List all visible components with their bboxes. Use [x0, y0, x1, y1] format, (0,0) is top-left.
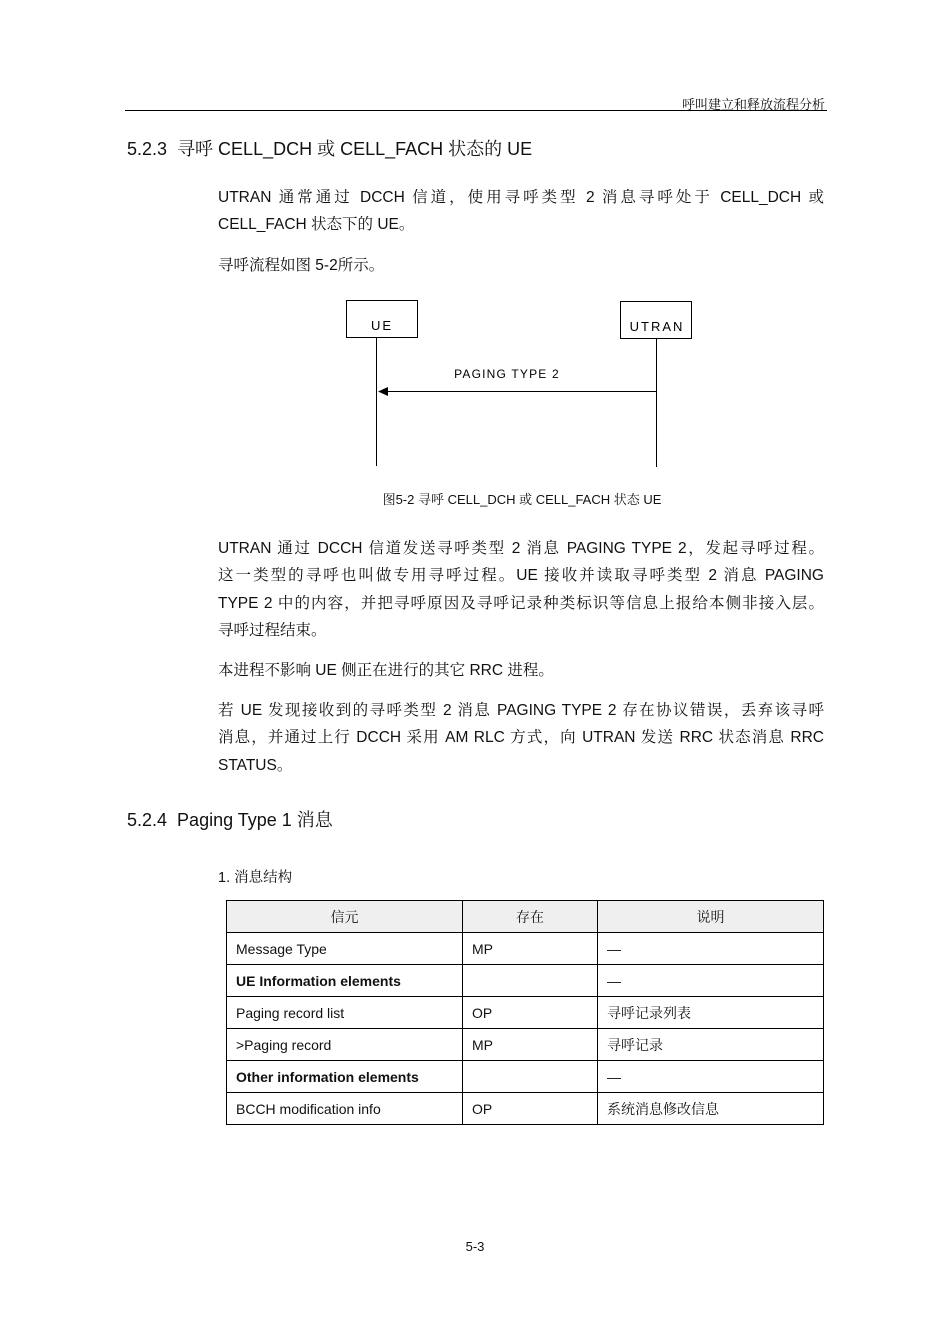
message-structure-table — [226, 900, 824, 1125]
desc-cell: — — [598, 1061, 824, 1093]
presence-cell — [463, 1061, 598, 1093]
para3-line2: 消息，并通过上行 DCCH 采用 AM RLC 方式，向 UTRAN 发送 RRC 状态消息 RRC — [218, 729, 824, 746]
ie-cell: Paging record list — [227, 997, 463, 1029]
flow-reference: 寻呼流程如图 5-2所示。 — [218, 257, 385, 274]
presence-cell: MP — [463, 933, 598, 965]
message-label: PAGING TYPE 2 — [454, 367, 560, 381]
presence-cell — [463, 965, 598, 997]
column-header: 信元 — [227, 901, 463, 933]
desc-cell: 系统消息修改信息 — [598, 1093, 824, 1125]
para1-line3: TYPE 2 中的内容，并把寻呼原因及寻呼记录种类标识等信息上报给本侧非接入层。 — [218, 595, 824, 612]
section-title: 寻呼 CELL_DCH 或 CELL_FACH 状态的 UE — [177, 139, 533, 159]
table-header-row — [227, 901, 824, 933]
para1-line1: UTRAN 通过 DCCH 信道发送寻呼类型 2 消息 PAGING TYPE 2，发起寻呼过程。 — [218, 540, 824, 557]
ie-cell: Message Type — [227, 933, 463, 965]
page-number: 5-3 — [465, 1239, 485, 1254]
desc-cell: — — [598, 965, 824, 997]
ie-cell: BCCH modification info — [227, 1093, 463, 1125]
para1-line2: 这一类型的寻呼也叫做专用寻呼过程。UE 接收并读取寻呼类型 2 消息 PAGING — [218, 567, 824, 584]
desc-cell: — — [598, 933, 824, 965]
table-row — [227, 933, 824, 965]
message-arrowhead — [378, 387, 388, 396]
table-row — [227, 965, 824, 997]
section-heading-524 — [127, 806, 333, 832]
desc-cell: 寻呼记录列表 — [598, 997, 824, 1029]
ie-cell: UE Information elements — [227, 965, 463, 997]
sequence-diagram — [0, 0, 950, 480]
ie-cell: >Paging record — [227, 1029, 463, 1061]
table-row — [227, 1093, 824, 1125]
ie-cell: Other information elements — [227, 1061, 463, 1093]
presence-cell: OP — [463, 1093, 598, 1125]
para2: 本进程不影响 UE 侧正在进行的其它 RRC 进程。 — [218, 662, 554, 679]
para1-line4: 寻呼过程结束。 — [218, 622, 327, 639]
section-number: 5.2.4 — [127, 810, 168, 830]
column-header: 说明 — [598, 901, 824, 933]
para3-line1: 若 UE 发现接收到的寻呼类型 2 消息 PAGING TYPE 2 存在协议错误，丢弃该寻呼 — [218, 702, 824, 719]
section-number: 5.2.3 — [127, 139, 168, 159]
table-row — [227, 1029, 824, 1061]
section-title: Paging Type 1 消息 — [177, 810, 333, 830]
running-header: 呼叫建立和释放流程分析 — [681, 97, 825, 112]
intro-line-1: UTRAN 通常通过 DCCH 信道，使用寻呼类型 2 消息寻呼处于 CELL_DCH 或 — [218, 189, 824, 206]
presence-cell: MP — [463, 1029, 598, 1061]
presence-cell: OP — [463, 997, 598, 1029]
para3-line3: STATUS。 — [218, 757, 293, 774]
desc-cell: 寻呼记录 — [598, 1029, 824, 1061]
utran-entity-label: UTRAN — [629, 319, 685, 334]
figure-caption: 图5-2 寻呼 CELL_DCH 或 CELL_FACH 状态 UE — [382, 492, 662, 507]
table-row — [227, 997, 824, 1029]
subheading-message-structure: 1. 消息结构 — [218, 870, 293, 886]
ue-entity-label: UE — [370, 318, 394, 333]
intro-line-2: CELL_FACH 状态下的 UE。 — [218, 216, 415, 233]
column-header: 存在 — [463, 901, 598, 933]
table-row — [227, 1061, 824, 1093]
